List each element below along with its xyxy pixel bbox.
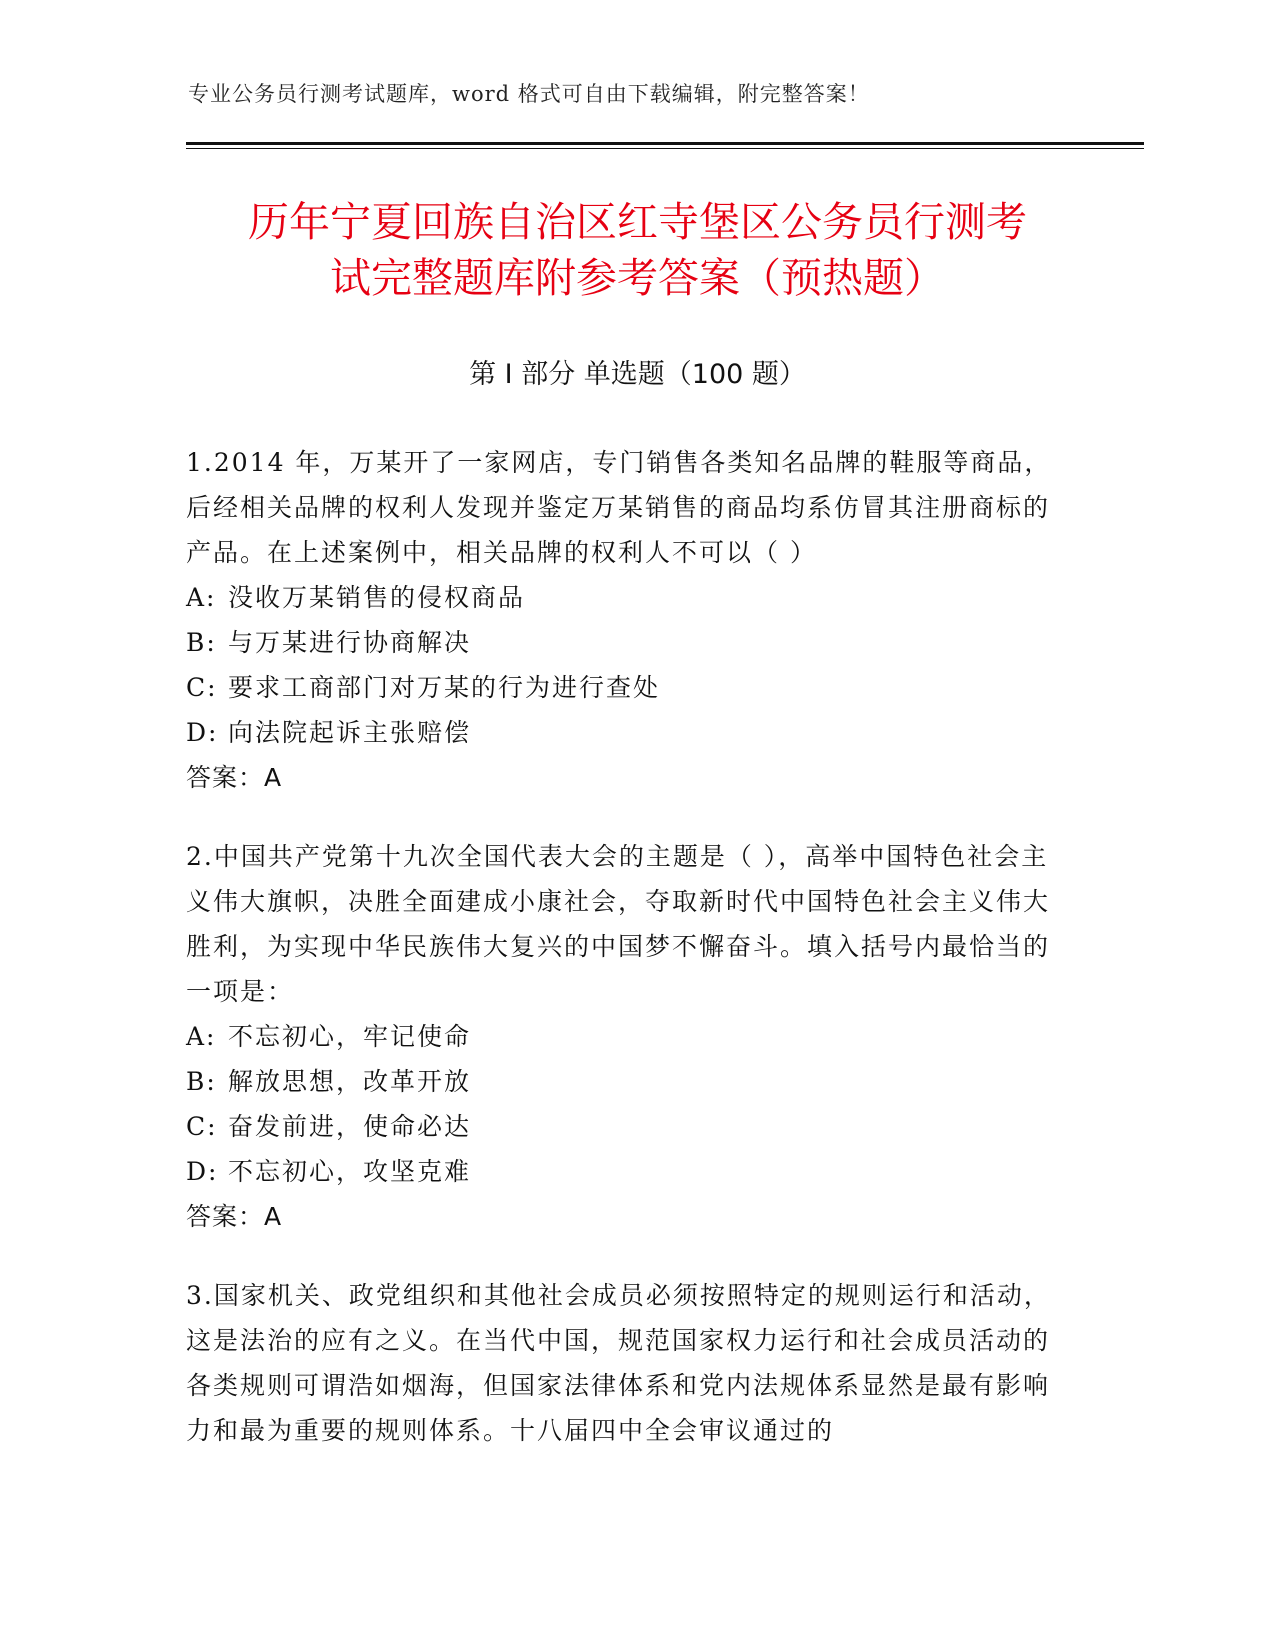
option-text: 与万某进行协商解决 [228,628,472,657]
question-option-b [186,620,1066,665]
header-note: 专业公务员行测考试题库，word 格式可自由下载编辑，附完整答案！ [188,82,870,106]
option-key: A: [186,1022,217,1051]
question-3 [186,1273,1066,1453]
option-text: 没收万某销售的侵权商品 [228,583,526,612]
question-1 [186,440,1066,800]
option-key: D: [186,1157,219,1186]
question-answer: 答案：A [186,763,283,792]
option-text: 向法院起诉主张赔偿 [228,718,472,747]
option-key: B: [186,628,217,657]
question-option-c [186,1104,1066,1149]
question-stem: 1.2014 年，万某开了一家网店，专门销售各类知名品牌的鞋服等商品，后经相关品牌的权利人发现并鉴定万某销售的商品均系仿冒其注册商标的产品。在上述案例中，相关品牌的权利人不可以（ ） [186,448,1052,567]
question-list [186,440,1066,1487]
question-option-d [186,710,1066,755]
option-key: C: [186,1112,218,1141]
option-text: 解放思想，改革开放 [228,1067,472,1096]
option-text: 不忘初心，牢记使命 [228,1022,472,1051]
document-title [150,194,1125,306]
header-rule-thin [186,148,1144,149]
question-stem: 2.中国共产党第十九次全国代表大会的主题是（ ），高举中国特色社会主义伟大旗帜，决胜全面建成小康社会，夺取新时代中国特色社会主义伟大胜利，为实现中华民族伟大复兴的中国梦不懈奋斗。填入括号内最恰当的一项是： [186,842,1051,1006]
section-title: 第 I 部分 单选题（100 题） [469,359,806,390]
question-answer: 答案：A [186,1202,283,1231]
option-key: B: [186,1067,217,1096]
document-title-line2: 试完整题库附参考答案（预热题） [330,254,945,302]
question-option-a [186,575,1066,620]
option-text: 不忘初心，攻坚克难 [228,1157,472,1186]
question-2 [186,834,1066,1239]
option-key: C: [186,673,218,702]
document-title-line1: 历年宁夏回族自治区红寺堡区公务员行测考 [248,198,1027,246]
option-text: 奋发前进，使命必达 [228,1112,472,1141]
question-option-c [186,665,1066,710]
option-key: D: [186,718,219,747]
option-key: A: [186,583,217,612]
option-text: 要求工商部门对万某的行为进行查处 [228,673,661,702]
question-option-b [186,1059,1066,1104]
header-rule-thick [186,142,1144,145]
question-option-d [186,1149,1066,1194]
question-stem: 3.国家机关、政党组织和其他社会成员必须按照特定的规则运行和活动，这是法治的应有之义。在当代中国，规范国家权力运行和社会成员活动的各类规则可谓浩如烟海，但国家法律体系和党内法规体系显然是最有影响力和最为重要的规则体系。十八届四中全会审议通过的 [186,1281,1051,1445]
question-option-a [186,1014,1066,1059]
